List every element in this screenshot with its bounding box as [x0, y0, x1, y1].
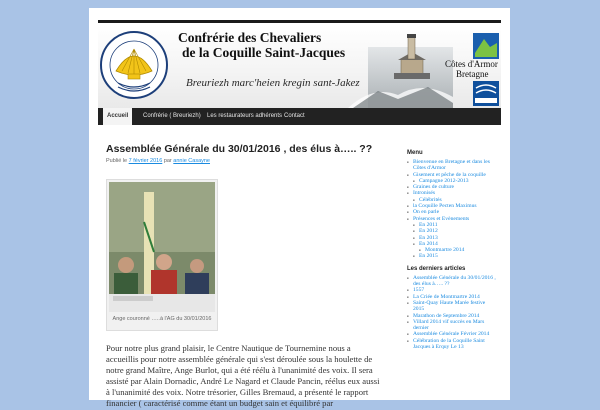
menu-item[interactable]: ■ Graines de culture — [407, 184, 497, 190]
recent-post-link[interactable]: ■ Célébration de la Coquille Saint Jacques à Erquy Le 13 — [407, 338, 497, 351]
menu-item[interactable]: ■ En 2012 — [407, 228, 497, 234]
recent-post-link[interactable]: ■ Assemblée Générale Février 2014 — [407, 331, 497, 337]
assembly-photo — [109, 182, 215, 312]
menu-item[interactable]: ■ On en parle — [407, 209, 497, 215]
post-meta-prefix: Publié le — [106, 158, 128, 164]
recent-post-link[interactable]: ■ Marathon de Septembre 2014 — [407, 313, 497, 319]
banner-title-line1: Confrérie des Chevaliers — [178, 30, 322, 45]
nav-item-accueil[interactable]: Accueil — [103, 108, 132, 125]
post-date-link[interactable]: 7 février 2016 — [128, 158, 163, 164]
region-label-line1: Côtes d'Armor — [445, 59, 498, 69]
menu-item[interactable]: ■ En 2015 — [407, 253, 497, 259]
cotes-d-armor-logo — [473, 33, 499, 59]
sidebar — [407, 150, 497, 350]
banner-motto: Breuriezh marc'heien kregin sant-Jakez — [186, 77, 360, 89]
menu-list — [407, 159, 497, 260]
menu-item[interactable]: ■ Gisement et pêche de la coquille — [407, 172, 497, 178]
photo-caption: Ange couronné …..à l'AG du 30/01/2016 — [112, 316, 212, 322]
recent-post-link[interactable]: ■ 1557 — [407, 287, 497, 293]
recent-post-link[interactable]: ■ Assemblée Générale du 30/01/2016 , des élus à….. ?? — [407, 275, 497, 288]
page — [89, 8, 510, 409]
menu-widget-title: Menu — [407, 150, 423, 156]
menu-item[interactable]: ■ Campagne 2012-2013 — [407, 178, 497, 184]
recent-posts-widget — [407, 266, 497, 351]
post-photo[interactable] — [106, 179, 218, 331]
nav-item-restaurateurs[interactable]: Les restaurateurs adhérents — [207, 113, 283, 119]
recent-post-link[interactable]: ■ Saint-Quay Haute Marée festive 2015 — [407, 300, 497, 313]
menu-item[interactable]: ■ Bienvenue en Bretagne et dans les Côtes d'Armor — [407, 159, 497, 172]
menu-item[interactable]: ■ En 2013 — [407, 235, 497, 241]
region-bretagne-logo — [473, 81, 499, 106]
post-author-link[interactable]: annie Casayne — [173, 158, 210, 164]
menu-item[interactable]: ■ la Coquille Pecten Maximus — [407, 203, 497, 209]
post-meta — [106, 158, 210, 164]
menu-item[interactable]: ■ En 2011 — [407, 222, 497, 228]
banner-title-line2: de la Coquille Saint-Jacques — [182, 45, 346, 60]
nav-item-confrerie[interactable]: Confrérie ( Breuriezh) — [143, 113, 201, 119]
region-label-line2: Bretagne — [456, 69, 489, 79]
header-rule — [98, 20, 501, 23]
recent-post-link[interactable]: ■ La Criée de Montmartre 2014 — [407, 294, 497, 300]
menu-item[interactable]: ■ En 2014 — [407, 241, 497, 247]
confrerie-logo — [101, 32, 167, 98]
nav-item-contact[interactable]: Contact — [284, 113, 305, 119]
menu-item[interactable]: ■ Montmartre 2014 — [407, 247, 497, 253]
menu-item[interactable]: ■ Présences et Evènements — [407, 216, 497, 222]
post-title[interactable]: Assemblée Générale du 30/01/2016 , des élus à….. ?? — [106, 143, 373, 155]
main-navigation — [98, 108, 501, 125]
site-banner[interactable] — [98, 25, 501, 109]
menu-item[interactable]: ■ Célébrités — [407, 197, 497, 203]
recent-post-link[interactable]: ■ Villard 2014 vif succès en Mars dernier — [407, 319, 497, 332]
post-body: Pour notre plus grand plaisir, le Centre Nautique de Tournemine nous a accueillis pour notre assemblée générale qui s'est déroulée sous la houlette de notre grand Maître, Ange Burlot, qui a été réélu à l'unanimité des voix. Il sera assisté par Alain Dornadic, André Le Nagard et Claude Pancin, réélus eux aussi à l'unanimité des voix. Notre trésorier, Gilles Bremaud, a présenté le rapport financier ( caractérisé comme étant un budget sain et équilibré par — [106, 343, 380, 409]
menu-item[interactable]: ■ Intronisés — [407, 190, 497, 196]
recent-posts-title: Les derniers articles — [407, 265, 466, 272]
post-meta-by: par — [163, 158, 172, 164]
recent-posts-list — [407, 275, 497, 351]
